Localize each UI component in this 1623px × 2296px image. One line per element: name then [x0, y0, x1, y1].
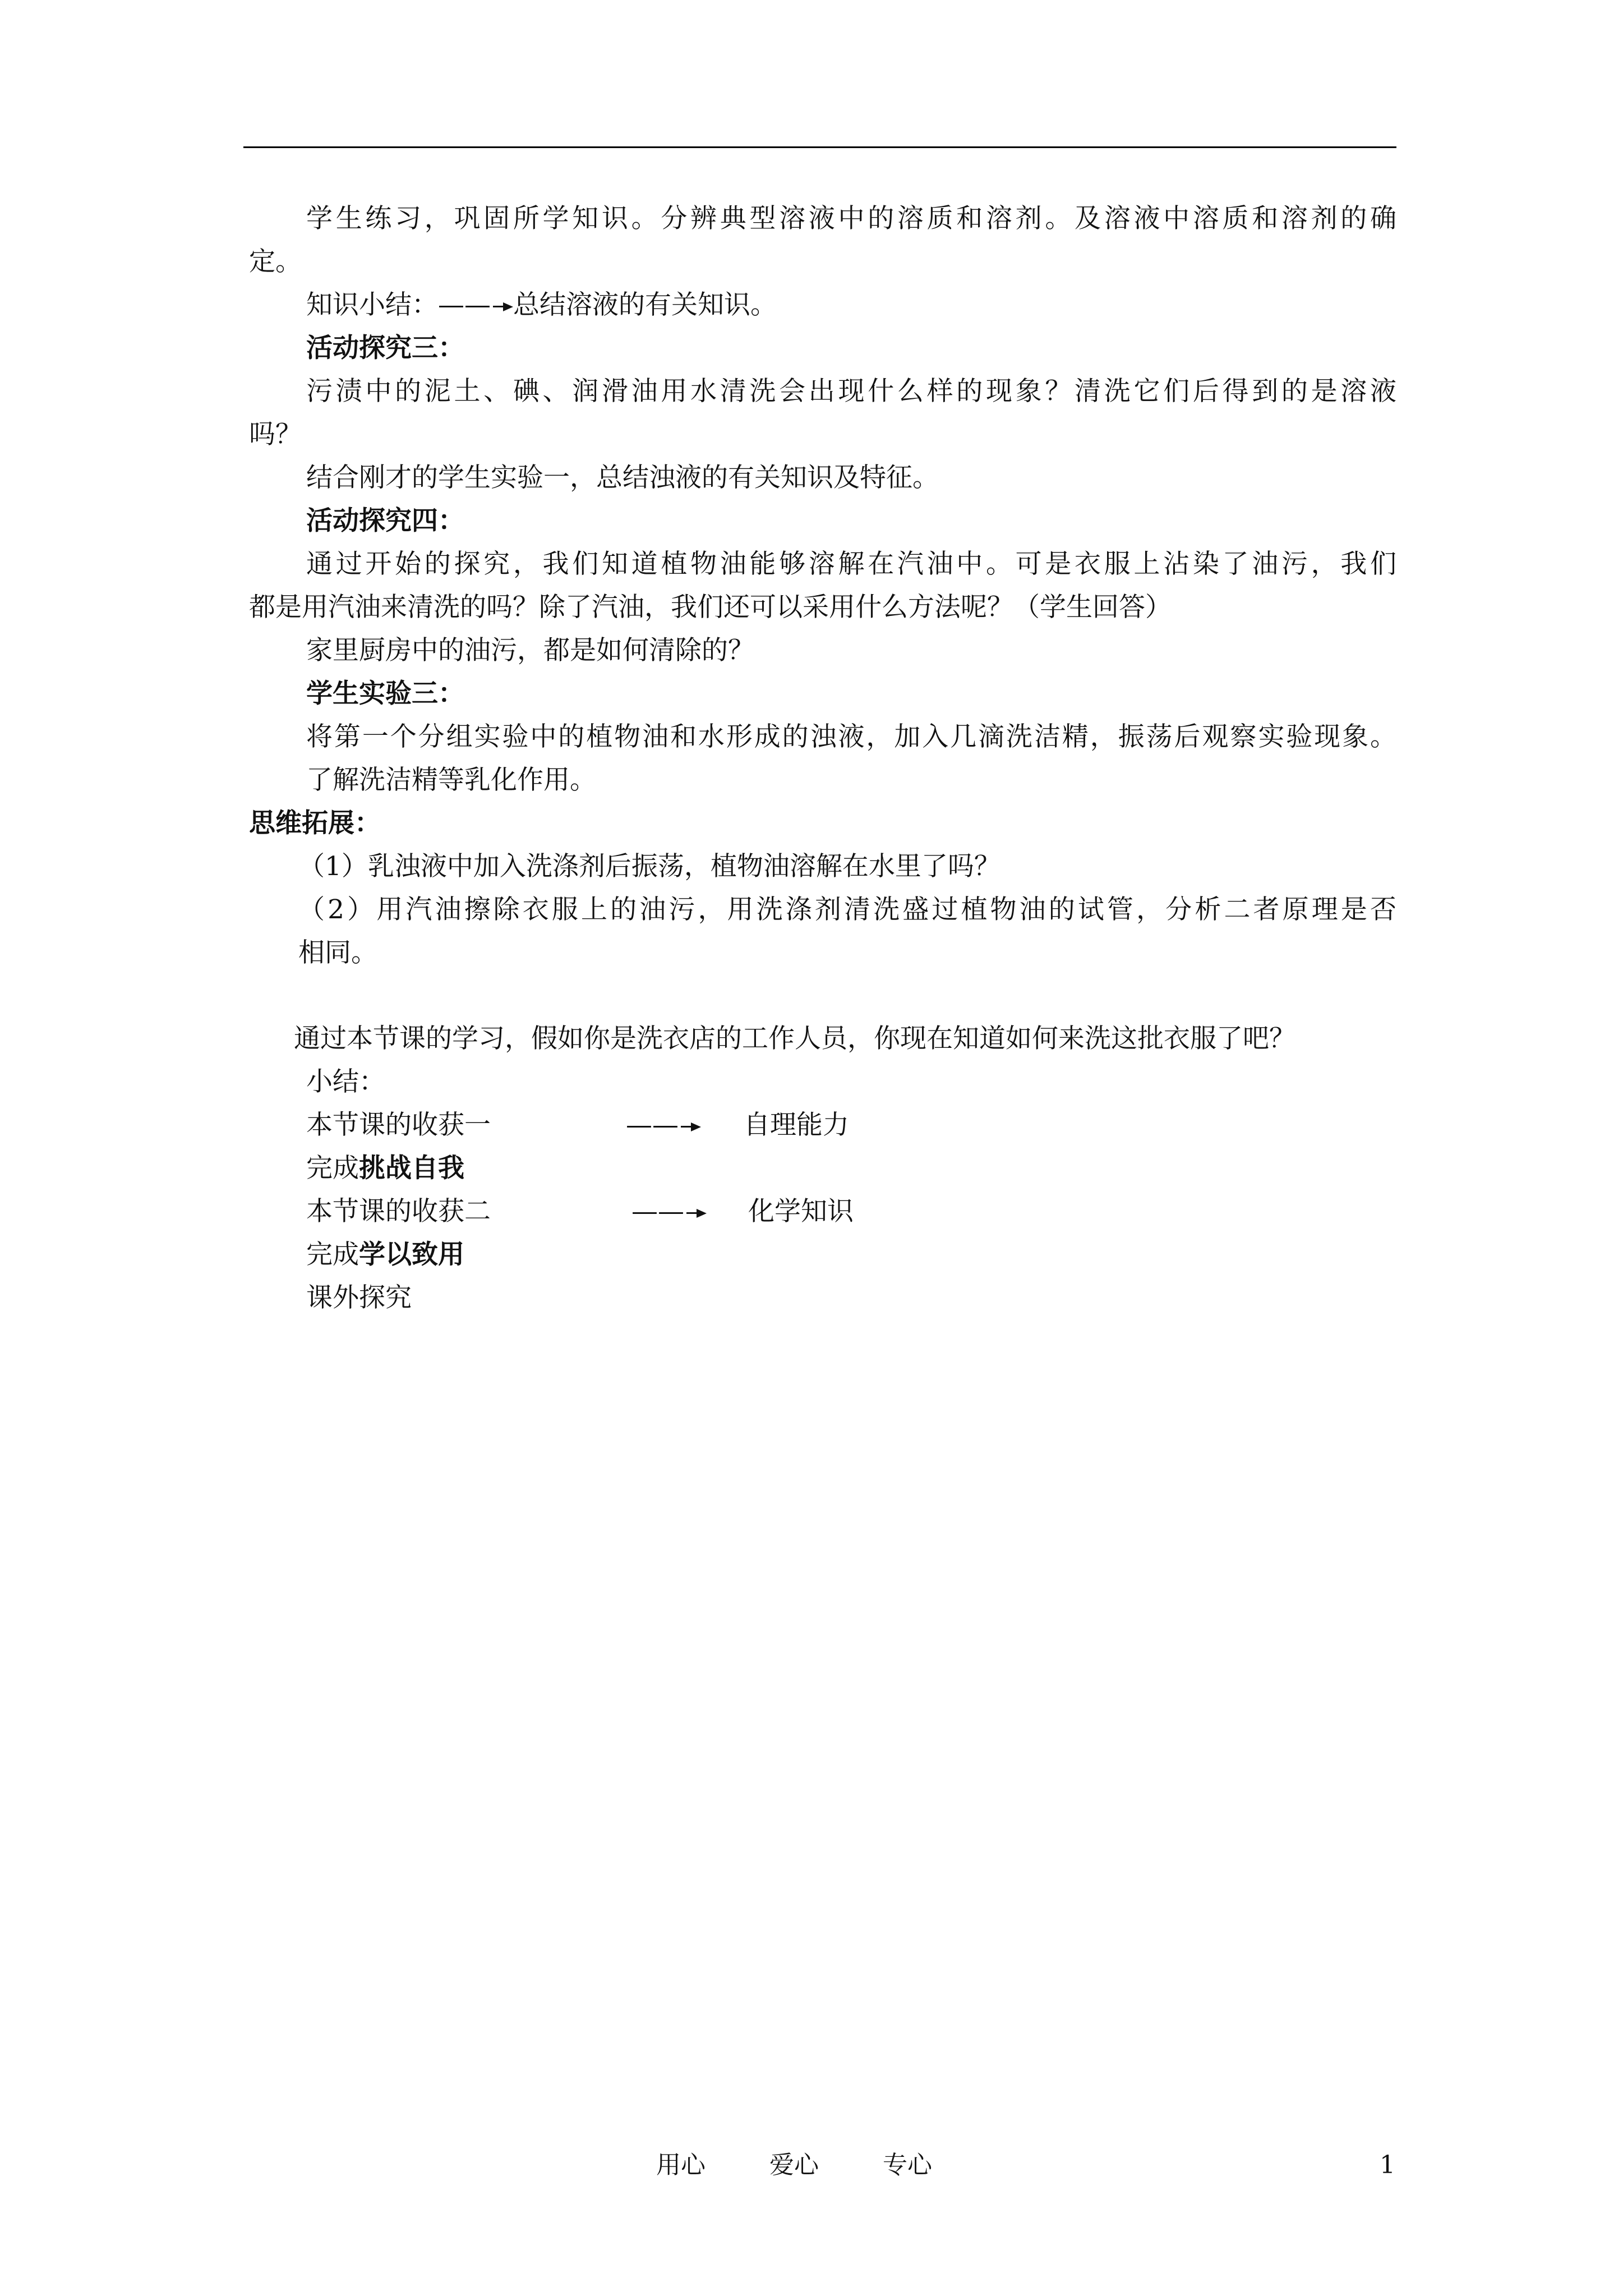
section-heading: 活动探究三：	[306, 333, 464, 364]
footer-text-2: 爱心	[769, 2151, 819, 2179]
question-line: （2）用汽油擦除衣服上的油污，用洗涤剂清洗盛过植物油的试管，分析二者原理是否	[298, 894, 1396, 925]
complete-line	[306, 1152, 464, 1185]
paragraph-line: 将第一个分组实验中的植物油和水形成的浊液，加入几滴洗洁精，振荡后观察实验现象。	[306, 721, 1396, 752]
section-heading: 思维拓展：	[249, 808, 381, 839]
paragraph-line: 通过本节课的学习，假如你是洗衣店的工作人员，你现在知道如何来洗这批衣服了吧？	[294, 1023, 1295, 1054]
knowledge-summary-line	[306, 288, 777, 322]
section-heading: 学生实验三：	[306, 678, 464, 709]
complete-label: 完成	[306, 1239, 359, 1270]
footer-text-1: 用心	[656, 2151, 706, 2179]
gain-one-arrow	[626, 1108, 701, 1142]
paragraph-line: 污渍中的泥土、碘、润滑油用水清洗会出现什么样的现象？清洗它们后得到的是溶液	[306, 376, 1396, 407]
arrow-icon	[491, 288, 513, 322]
paragraph-line: 吗？	[249, 419, 302, 450]
challenge-self-text: 挑战自我	[359, 1153, 464, 1184]
arrow-icon	[684, 1195, 707, 1228]
summary-label: 知识小结：——	[306, 289, 491, 320]
paragraph-line: 结合刚才的学生实验一，总结浊液的有关知识及特征。	[306, 462, 939, 493]
gain-two-value: 化学知识	[748, 1196, 854, 1227]
paragraph-line: 学生练习，巩固所学知识。分辨典型溶液中的溶质和溶剂。及溶液中溶质和溶剂的确	[306, 203, 1396, 234]
footer-text-3: 专心	[883, 2151, 932, 2179]
gain-two-arrow	[631, 1195, 707, 1228]
gain-one-dash: ——	[626, 1110, 679, 1140]
extracurricular-line: 课外探究	[306, 1282, 412, 1313]
arrow-icon	[679, 1108, 701, 1142]
summary-heading: 小结：	[306, 1066, 385, 1097]
apply-learning-text: 学以致用	[359, 1239, 464, 1270]
paragraph-line: 定。	[249, 246, 302, 277]
page-number: 1	[1380, 2151, 1395, 2179]
gain-two-dash: ——	[631, 1196, 684, 1227]
question-line: 相同。	[298, 937, 377, 968]
complete-label: 完成	[306, 1153, 359, 1184]
paragraph-line: 通过开始的探究，我们知道植物油能够溶解在汽油中。可是衣服上沾染了油污，我们	[306, 549, 1396, 579]
gain-one-value: 自理能力	[744, 1110, 849, 1140]
gain-one-label: 本节课的收获一	[306, 1110, 491, 1140]
gain-two-label: 本节课的收获二	[306, 1196, 491, 1227]
paragraph-line: 了解洗洁精等乳化作用。	[306, 765, 596, 795]
paragraph-line: 家里厨房中的油污，都是如何清除的？	[306, 635, 754, 666]
paragraph-line: 都是用汽油来清洗的吗？除了汽油，我们还可以采用什么方法呢？（学生回答）	[249, 592, 1172, 623]
complete-line	[306, 1238, 464, 1272]
header-rule	[243, 146, 1396, 148]
summary-text: 总结溶液的有关知识。	[513, 289, 777, 320]
question-line: （1）乳浊液中加入洗涤剂后振荡，植物油溶解在水里了吗？	[298, 851, 1000, 882]
section-heading: 活动探究四：	[306, 505, 464, 536]
